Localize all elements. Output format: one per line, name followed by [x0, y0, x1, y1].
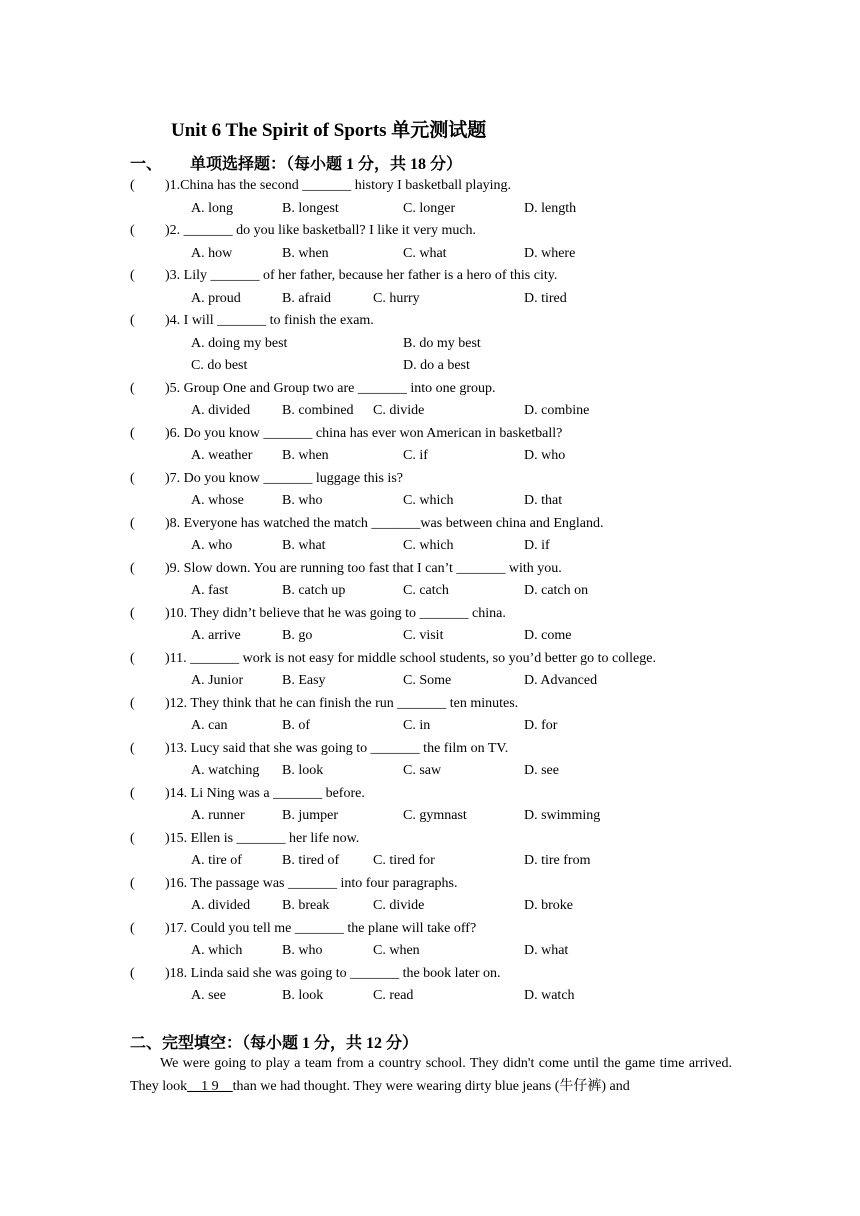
option-b: B. tired of	[282, 853, 340, 868]
page-title: Unit 6 The Spirit of Sports 单元测试题	[171, 120, 487, 141]
option-d: D. swimming	[524, 808, 601, 823]
option-d: D. watch	[524, 988, 575, 1003]
option-a: A. divided	[191, 403, 251, 418]
answer-paren: (	[130, 920, 135, 936]
question-7	[130, 469, 403, 489]
option-b: B. do my best	[403, 335, 481, 351]
question-text: )10. They didn’t believe that he was going to _______ china.	[165, 605, 506, 621]
option-b: B. who	[282, 943, 323, 958]
question-text: )11. _______ work is not easy for middle school students, so you’d better go to college.	[165, 650, 656, 666]
answer-paren: (	[130, 695, 135, 711]
option-d: D. tire from	[524, 853, 591, 868]
question-text: )2. _______ do you like basketball? I like it very much.	[165, 223, 477, 238]
option-row	[0, 244, 860, 264]
question-text: )8. Everyone has watched the match _______was between china and England.	[165, 515, 604, 531]
question-2	[130, 221, 476, 241]
section1-heading	[130, 151, 462, 174]
option-row	[0, 761, 860, 781]
option-row	[0, 851, 860, 871]
option-b: B. of	[282, 718, 310, 733]
question-11	[130, 649, 656, 669]
question-10	[130, 604, 506, 624]
answer-paren: (	[130, 380, 135, 396]
question-14	[130, 784, 365, 804]
option-c: C. hurry	[373, 290, 420, 306]
cloze-text-before: We were going to play a team from a country school. They didn't come until the game time arrived. They look	[130, 1056, 732, 1094]
option-d: D. catch on	[524, 583, 589, 598]
option-d: D. Advanced	[524, 673, 598, 688]
option-row	[0, 334, 860, 354]
question-text: )12. They think that he can finish the run _______ ten minutes.	[165, 695, 519, 711]
option-c: C. divide	[373, 403, 425, 418]
option-c: C. what	[403, 245, 447, 261]
option-d: D. come	[524, 628, 572, 643]
option-d: D. what	[524, 943, 569, 958]
answer-paren: (	[130, 830, 135, 846]
question-4	[130, 311, 374, 331]
option-row	[0, 289, 860, 309]
option-row	[0, 941, 860, 961]
option-b: B. catch up	[282, 583, 346, 598]
answer-paren: (	[130, 425, 135, 441]
question-text: )17. Could you tell me _______ the plane will take off?	[165, 920, 477, 936]
question-text: )3. Lily _______ of her father, because her father is a hero of this city.	[165, 268, 558, 283]
option-d: D. broke	[524, 898, 573, 913]
option-row	[0, 356, 860, 376]
cloze-paragraph	[130, 1053, 732, 1098]
answer-paren: (	[130, 178, 135, 193]
cloze-blank-19: __1 9__	[187, 1078, 233, 1094]
question-18	[130, 964, 501, 984]
option-a: A. can	[191, 718, 228, 733]
option-d: D. length	[524, 200, 577, 216]
option-b: B. jumper	[282, 808, 338, 823]
question-text: )9. Slow down. You are running too fast that I can’t _______ with you.	[165, 560, 562, 576]
option-a: A. long	[191, 200, 233, 216]
option-row	[0, 806, 860, 826]
question-text: )6. Do you know _______ china has ever won American in basketball?	[165, 425, 563, 441]
option-c: C. which	[403, 493, 454, 508]
question-text: )4. I will _______ to finish the exam.	[165, 313, 374, 328]
option-c: C. when	[373, 943, 420, 958]
option-a: A. which	[191, 943, 243, 958]
option-b: B. when	[282, 448, 329, 463]
option-d: D. combine	[524, 403, 590, 418]
option-b: B. Easy	[282, 673, 326, 688]
question-13	[130, 739, 508, 759]
answer-paren: (	[130, 965, 135, 981]
answer-paren: (	[130, 785, 135, 801]
option-c: C. do best	[191, 358, 248, 373]
option-d: D. see	[524, 763, 559, 778]
option-d: D. do a best	[403, 358, 470, 373]
option-c: C. which	[403, 538, 454, 553]
option-row	[0, 581, 860, 601]
question-text: )1.China has the second _______ history I basketball playing.	[165, 178, 512, 193]
option-b: B. longest	[282, 200, 339, 216]
answer-paren: (	[130, 515, 135, 531]
question-17	[130, 919, 476, 939]
option-c: C. Some	[403, 673, 452, 688]
cloze-text-after: than we had thought. They were wearing dirty blue jeans (牛仔裤) and	[232, 1078, 630, 1094]
option-c: C. divide	[373, 898, 425, 913]
question-5	[130, 379, 496, 399]
option-a: A. tire of	[191, 853, 242, 868]
option-b: B. break	[282, 898, 330, 913]
question-text: )14. Li Ning was a _______ before.	[165, 785, 365, 801]
option-row	[0, 401, 860, 421]
option-a: A. see	[191, 988, 226, 1003]
option-row	[0, 446, 860, 466]
question-12	[130, 694, 518, 714]
option-c: C. saw	[403, 763, 442, 778]
answer-paren: (	[130, 875, 135, 891]
question-text: )18. Linda said she was going to _______ the book later on.	[165, 965, 501, 981]
option-a: A. weather	[191, 448, 253, 463]
option-b: B. look	[282, 763, 324, 778]
option-row	[0, 536, 860, 556]
option-c: C. longer	[403, 200, 456, 216]
option-c: C. visit	[403, 628, 444, 643]
answer-paren: (	[130, 223, 135, 238]
option-d: D. if	[524, 538, 550, 553]
option-a: A. doing my best	[191, 335, 288, 351]
option-c: C. gymnast	[403, 808, 467, 823]
option-b: B. when	[282, 245, 329, 261]
option-row	[0, 986, 860, 1006]
option-b: B. who	[282, 493, 323, 508]
option-a: A. whose	[191, 493, 244, 508]
option-row	[0, 491, 860, 511]
answer-paren: (	[130, 268, 135, 283]
question-9	[130, 559, 562, 579]
option-c: C. read	[373, 988, 414, 1003]
answer-paren: (	[130, 650, 135, 666]
option-a: A. divided	[191, 898, 251, 913]
answer-paren: (	[130, 313, 135, 328]
question-16	[130, 874, 458, 894]
option-d: D. who	[524, 448, 566, 463]
section2-heading: 二、完型填空：（每小题 1 分，共 12 分）	[130, 1035, 419, 1052]
question-6	[130, 424, 562, 444]
option-b: B. go	[282, 628, 313, 643]
option-a: A. how	[191, 245, 233, 261]
option-d: D. that	[524, 493, 563, 508]
question-8	[130, 514, 604, 534]
option-row	[0, 716, 860, 736]
answer-paren: (	[130, 605, 135, 621]
option-a: A. watching	[191, 763, 260, 778]
option-b: B. what	[282, 538, 326, 553]
option-b: B. look	[282, 988, 324, 1003]
option-c: C. if	[403, 448, 428, 463]
question-text: )16. The passage was _______ into four paragraphs.	[165, 875, 458, 891]
question-3	[130, 266, 557, 286]
question-text: )7. Do you know _______ luggage this is?	[165, 470, 403, 486]
option-a: A. Junior	[191, 673, 244, 688]
option-c: C. tired for	[373, 853, 435, 868]
question-15	[130, 829, 359, 849]
answer-paren: (	[130, 740, 135, 756]
option-row	[0, 199, 860, 219]
option-b: B. combined	[282, 403, 354, 418]
section1-heading-text: 单项选择题：（每小题 1 分，共 18 分）	[190, 156, 463, 173]
question-text: )5. Group One and Group two are _______ into one group.	[165, 380, 496, 396]
answer-paren: (	[130, 560, 135, 576]
option-a: A. fast	[191, 583, 229, 598]
option-a: A. who	[191, 538, 233, 553]
section1-number: 一、	[130, 156, 163, 173]
answer-paren: (	[130, 470, 135, 486]
question-text: )15. Ellen is _______ her life now.	[165, 830, 360, 846]
option-row	[0, 671, 860, 691]
option-d: D. tired	[524, 290, 567, 306]
option-b: B. afraid	[282, 290, 331, 306]
option-a: A. runner	[191, 808, 245, 823]
option-row	[0, 626, 860, 646]
option-row	[0, 896, 860, 916]
option-d: D. where	[524, 245, 576, 261]
question-text: )13. Lucy said that she was going to _______ the film on TV.	[165, 740, 509, 756]
option-c: C. catch	[403, 583, 449, 598]
option-c: C. in	[403, 718, 431, 733]
question-1	[130, 176, 511, 196]
option-a: A. arrive	[191, 628, 241, 643]
option-d: D. for	[524, 718, 558, 733]
option-a: A. proud	[191, 290, 241, 306]
